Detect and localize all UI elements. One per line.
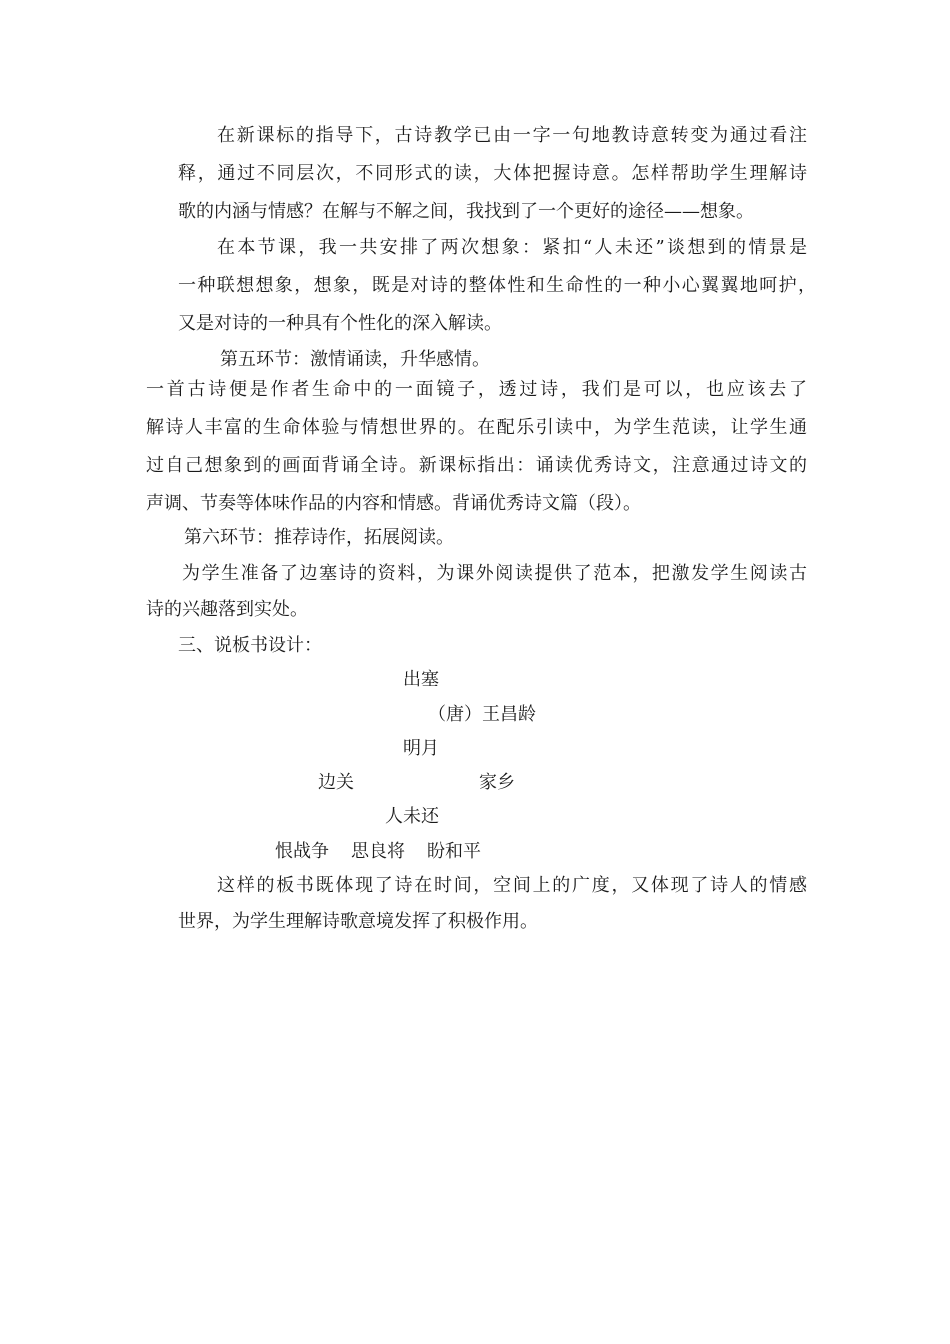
paragraph-5-line-1: 这样的板书既体现了诗在时间，空间上的广度，又体现了诗人的情感 (217, 875, 807, 896)
paragraph-3-line-4: 声调、节奏等体味作品的内容和情感。背诵优秀诗文篇（段）。 (146, 493, 641, 514)
board-keyword-hometown: 家乡 (479, 772, 515, 793)
board-keyword-moon: 明月 (403, 738, 439, 759)
paragraph-2-line-1: 在本节课，我一共安排了两次想象：紧扣“人未还”谈想到的情景是 (217, 237, 807, 258)
board-emotion-hate-war: 恨战争 (275, 841, 329, 862)
paragraph-1-line-1: 在新课标的指导下，古诗教学已由一字一句地教诗意转变为通过看注 (217, 125, 807, 146)
paragraph-1-line-2: 释，通过不同层次，不同形式的读，大体把握诗意。怎样帮助学生理解诗 (178, 163, 807, 184)
step-6-heading: 第六环节：推荐诗作，拓展阅读。 (184, 527, 454, 548)
paragraph-2-line-3: 又是对诗的一种具有个性化的深入解读。 (178, 313, 502, 334)
paragraph-4-line-1: 为学生准备了边塞诗的资料，为课外阅读提供了范本，把激发学生阅读古 (182, 563, 807, 584)
board-poem-title: 出塞 (403, 669, 439, 690)
board-emotion-miss-generals: 思良将 (351, 841, 405, 862)
paragraph-3-line-1: 一首古诗便是作者生命中的一面镜子，透过诗，我们是可以，也应该去了 (146, 379, 807, 400)
paragraph-3-line-2: 解诗人丰富的生命体验与情想世界的。在配乐引读中，为学生范读，让学生通 (146, 417, 807, 438)
paragraph-1-line-3: 歌的内涵与情感？在解与不解之间，我找到了一个更好的途径——想象。 (178, 201, 754, 222)
board-keyword-frontier: 边关 (318, 772, 354, 793)
section-3-heading: 三、说板书设计： (178, 635, 322, 656)
paragraph-4-line-2: 诗的兴趣落到实处。 (146, 599, 308, 620)
paragraph-5-line-2: 世界，为学生理解诗歌意境发挥了积极作用。 (178, 911, 538, 932)
paragraph-2-line-2: 一种联想想象，想象，既是对诗的整体性和生命性的一种小心翼翼地呵护， (178, 275, 816, 296)
step-5-heading: 第五环节：激情诵读，升华感情。 (220, 349, 490, 370)
paragraph-3-line-3: 过自己想象到的画面背诵全诗。新课标指出：诵读优秀诗文，注意通过诗文的 (146, 455, 807, 476)
board-keyword-not-returned: 人未还 (385, 806, 439, 827)
board-poem-author: （唐）王昌龄 (428, 704, 536, 725)
board-emotion-hope-peace: 盼和平 (427, 841, 481, 862)
